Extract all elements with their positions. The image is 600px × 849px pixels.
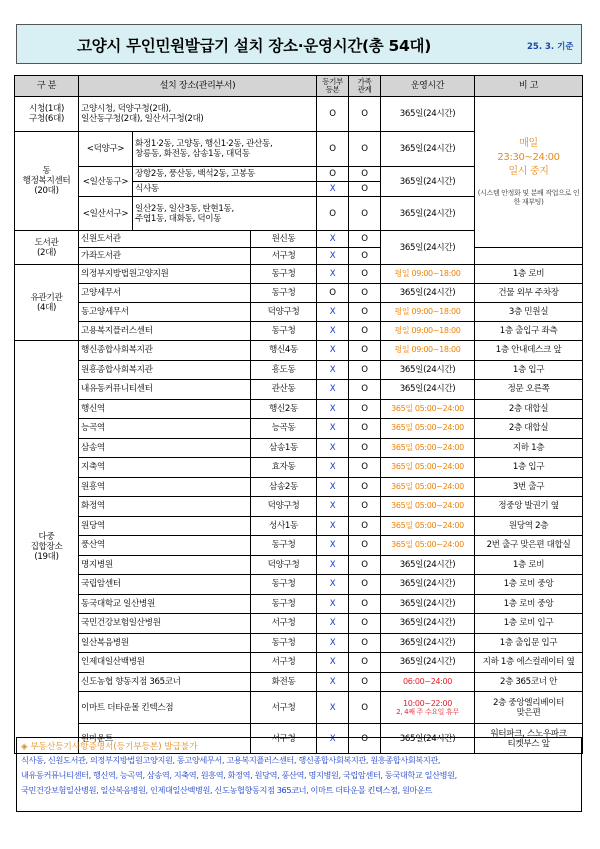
footer-line: 내유동커뮤니티센터, 행신역, 능곡역, 삼송역, 지축역, 원흥역, 화정역, 원당역, 풍산역, 명지병원, 국립암센터, 동국대학교 일산병원, [21, 770, 457, 780]
location: 원당역 [79, 516, 251, 536]
table-row [15, 477, 583, 497]
category-dong: 동 행정복지센터 (20대) [15, 132, 79, 231]
family-mark: O [349, 724, 381, 754]
note: 지하 1층 에스컬레이터 옆 [475, 653, 583, 673]
family-mark: O [349, 284, 381, 303]
note: 1층 안내데스크 앞 [475, 341, 583, 361]
location: 일산복음병원 [79, 633, 251, 653]
location-wonmount: 원마운트 [79, 724, 251, 754]
dept: 동구청 [251, 322, 317, 341]
registry-mark: X [317, 458, 349, 478]
note [475, 692, 583, 724]
table-row [15, 380, 583, 400]
hours: 365일(24시간) [381, 724, 475, 754]
family-mark: O [349, 575, 381, 595]
location: 풍산역 [79, 536, 251, 556]
table-row [15, 284, 583, 303]
registry-mark: X [317, 497, 349, 517]
registry-mark: X [317, 182, 349, 197]
location: 화정역 [79, 497, 251, 517]
dept: 동구청 [251, 265, 317, 284]
note: 1층 입구 [475, 360, 583, 380]
dept: 행신4동 [251, 341, 317, 361]
family-mark: O [349, 167, 381, 182]
dept: 능곡동 [251, 419, 317, 439]
header-note: 비 고 [475, 76, 583, 97]
hours: 365일(24시간) [381, 132, 475, 167]
dept: 화전동 [251, 672, 317, 692]
hours: 365일(24시간) [381, 284, 475, 303]
dept: 서구청 [251, 248, 317, 265]
note: 3층 민원실 [475, 303, 583, 322]
table-row [15, 265, 583, 284]
family-mark: O [349, 614, 381, 634]
hours: 365일(24시간) [381, 614, 475, 634]
location: 고용복지플러스센터 [79, 322, 251, 341]
table-row [15, 672, 583, 692]
hours: 365일 05:00~24:00 [381, 497, 475, 517]
note-line: 워터파크, 스노우파크 [490, 728, 567, 739]
family-mark: O [349, 265, 381, 284]
dept: 서구청 [251, 692, 317, 724]
dept: 흥도동 [251, 360, 317, 380]
category-library: 도서관 (2대) [15, 231, 79, 265]
registry-mark: X [317, 724, 349, 754]
location: 의정부지방법원고양지원 [79, 265, 251, 284]
registry-mark: X [317, 477, 349, 497]
registry-mark: X [317, 516, 349, 536]
location: 행신종합사회복지관 [79, 341, 251, 361]
registry-mark: X [317, 575, 349, 595]
note: 2번 출구 맞은편 대합실 [475, 536, 583, 556]
note: 1층 로비 [475, 555, 583, 575]
table-row [15, 692, 583, 724]
table-row [15, 438, 583, 458]
registry-mark: X [317, 265, 349, 284]
location: 고양세무서 [79, 284, 251, 303]
hours-line: 10:00~22:00 [403, 698, 452, 708]
registry-mark: O [317, 167, 349, 182]
location: 원흥역 [79, 477, 251, 497]
registry-mark: X [317, 614, 349, 634]
registry-mark: X [317, 303, 349, 322]
table-row [15, 322, 583, 341]
family-mark: O [349, 555, 381, 575]
location-dong2: 장항2동, 풍산동, 백석2동, 고봉동 [133, 167, 317, 182]
table-row [15, 497, 583, 517]
location: 동국대학교 일산병원 [79, 594, 251, 614]
footer-line: 국민건강보험일산병원, 일산복음병원, 인제대일산백병원, 신도농협향동지점 365코너, 이마트 더타운몰 킨텍스점, 원마운트 [21, 785, 433, 795]
location: 국립암센터 [79, 575, 251, 595]
registry-mark: O [317, 284, 349, 303]
title-box [16, 24, 582, 64]
reference-date: 25. 3. 기준 [527, 42, 574, 52]
hours: 365일(24시간) [381, 575, 475, 595]
table-row [15, 360, 583, 380]
note: 1층 입구 [475, 458, 583, 478]
dept: 덕양구청 [251, 555, 317, 575]
table-row [15, 575, 583, 595]
note-merged [475, 97, 583, 248]
dept: 관산동 [251, 380, 317, 400]
header-registry: 등기부 등본 [317, 76, 349, 97]
hours: 365일(24시간) [381, 555, 475, 575]
header-category: 구 분 [15, 76, 79, 97]
dept: 원신동 [251, 231, 317, 248]
note: 1층 로비 중앙 [475, 575, 583, 595]
dept: 서구청 [251, 653, 317, 673]
hours: 평일 09:00~18:00 [381, 341, 475, 361]
table-row [15, 248, 583, 265]
hours: 평일 09:00~18:00 [381, 303, 475, 322]
table-row [15, 516, 583, 536]
hours: 365일 05:00~24:00 [381, 536, 475, 556]
family-mark: O [349, 132, 381, 167]
dept: 서구청 [251, 724, 317, 754]
registry-mark: X [317, 322, 349, 341]
note: 정문 오른쪽 [475, 380, 583, 400]
family-mark: O [349, 380, 381, 400]
dept: 덕양구청 [251, 497, 317, 517]
location-table [14, 75, 583, 754]
registry-mark: X [317, 438, 349, 458]
family-mark: O [349, 672, 381, 692]
location-city: 고양시청, 덕양구청(2대), 일산동구청(2대), 일산서구청(2대) [79, 97, 317, 132]
hours: 365일(24시간) [381, 360, 475, 380]
hours: 365일(24시간) [381, 594, 475, 614]
family-mark: O [349, 653, 381, 673]
family-mark: O [349, 231, 381, 248]
note: 1층 출입구 좌측 [475, 322, 583, 341]
family-mark: O [349, 419, 381, 439]
table-row [15, 458, 583, 478]
registry-mark: X [317, 341, 349, 361]
location: 내유동커뮤니티센터 [79, 380, 251, 400]
note: 원당역 2층 [475, 516, 583, 536]
subcat-ilsanseo: <일산서구> [79, 197, 133, 231]
family-mark: O [349, 182, 381, 197]
family-mark: O [349, 97, 381, 132]
location: 삼송역 [79, 438, 251, 458]
family-mark: O [349, 594, 381, 614]
note-line: 티켓부스 앞 [507, 738, 550, 749]
location: 원흥종합사회복지관 [79, 360, 251, 380]
hours: 365일(24시간) [381, 380, 475, 400]
hours: 365일(24시간) [381, 97, 475, 132]
registry-mark: O [317, 197, 349, 231]
location: 지축역 [79, 458, 251, 478]
note-line: 23:30~24:00 [497, 152, 560, 163]
hours-line: 2, 4째 주 수요일 휴무 [396, 707, 459, 716]
table-row [15, 653, 583, 673]
dept: 동구청 [251, 536, 317, 556]
location: 신도농협 향동지점 365코너 [79, 672, 251, 692]
note: 1층 로비 중앙 [475, 594, 583, 614]
hours: 365일(24시간) [381, 653, 475, 673]
table-row [15, 97, 583, 132]
location-lib2: 가좌도서관 [79, 248, 251, 265]
note: 1층 출입문 입구 [475, 633, 583, 653]
subcat-ilsandong: <일산동구> [79, 167, 133, 197]
family-mark: O [349, 438, 381, 458]
dept: 서구청 [251, 614, 317, 634]
table-row [15, 614, 583, 634]
registry-mark: O [317, 97, 349, 132]
family-mark: O [349, 322, 381, 341]
header-hours: 운영시간 [381, 76, 475, 97]
dept: 덕양구청 [251, 303, 317, 322]
registry-mark: X [317, 248, 349, 265]
hours: 평일 09:00~18:00 [381, 322, 475, 341]
table-row [15, 536, 583, 556]
family-mark: O [349, 303, 381, 322]
table-row [15, 303, 583, 322]
family-mark: O [349, 536, 381, 556]
dept: 삼송2동 [251, 477, 317, 497]
footer-line: 식사동, 신원도서관, 의정부지방법원고양지원, 동고양세무서, 고용복지플러스센터, 행신종합사회복지관, 원흥종합사회복지관, [21, 755, 441, 765]
registry-mark: X [317, 672, 349, 692]
location: 명지병원 [79, 555, 251, 575]
hours: 평일 09:00~18:00 [381, 265, 475, 284]
dept: 효자동 [251, 458, 317, 478]
note: 2층 365코너 안 [475, 672, 583, 692]
location: 인제대일산백병원 [79, 653, 251, 673]
hours: 365일(24시간) [381, 231, 475, 265]
dept: 삼송1동 [251, 438, 317, 458]
note: 건물 외부 주차장 [475, 284, 583, 303]
footer-list [21, 753, 577, 798]
hours: 365일 05:00~24:00 [381, 477, 475, 497]
family-mark: O [349, 633, 381, 653]
hours: 365일(24시간) [381, 167, 475, 197]
family-mark: O [349, 516, 381, 536]
location: 능곡역 [79, 419, 251, 439]
registry-mark: X [317, 231, 349, 248]
note: 3번 출구 [475, 477, 583, 497]
registry-mark: X [317, 536, 349, 556]
hours [381, 692, 475, 724]
table-row [15, 399, 583, 419]
hours: 365일 05:00~24:00 [381, 516, 475, 536]
page-title: 고양시 무인민원발급기 설치 장소·운영시간(총 54대) [77, 37, 431, 55]
dept: 동구청 [251, 633, 317, 653]
note-small: (시스템 안정화 및 분배 작업으로 인한 재부팅) [477, 189, 580, 206]
family-mark: O [349, 399, 381, 419]
dept: 동구청 [251, 575, 317, 595]
registry-mark: X [317, 594, 349, 614]
hours: 06:00~24:00 [381, 672, 475, 692]
dept: 성사1동 [251, 516, 317, 536]
family-mark: O [349, 458, 381, 478]
note: 정중앙 발권기 옆 [475, 497, 583, 517]
subcat-deogyang: <덕양구> [79, 132, 133, 167]
hours: 365일 05:00~24:00 [381, 458, 475, 478]
note-line: 매일 [519, 138, 538, 149]
registry-mark: X [317, 360, 349, 380]
family-mark: O [349, 360, 381, 380]
category-city: 시청(1대) 구청(6대) [15, 97, 79, 132]
note: 지하 1층 [475, 438, 583, 458]
registry-mark: X [317, 419, 349, 439]
family-mark: O [349, 341, 381, 361]
location: 동고양세무서 [79, 303, 251, 322]
registry-mark: X [317, 399, 349, 419]
category-public: 다중 집합장소 (19대) [15, 341, 79, 754]
dept: 동구청 [251, 594, 317, 614]
table-row [15, 341, 583, 361]
registry-mark: O [317, 132, 349, 167]
registry-mark: X [317, 692, 349, 724]
location: 행신역 [79, 399, 251, 419]
note: 1층 로비 입구 [475, 614, 583, 634]
note: 2층 대합실 [475, 419, 583, 439]
registry-mark: X [317, 653, 349, 673]
family-mark: O [349, 248, 381, 265]
footer-notice [16, 737, 582, 812]
family-mark: O [349, 692, 381, 724]
family-mark: O [349, 197, 381, 231]
hours: 365일 05:00~24:00 [381, 419, 475, 439]
header-family: 가족 관계 [349, 76, 381, 97]
table-row [15, 633, 583, 653]
header-row [15, 76, 583, 97]
registry-mark: X [317, 380, 349, 400]
note-line: 맞은편 [516, 707, 541, 718]
family-mark: O [349, 497, 381, 517]
location-dong3: 식사동 [133, 182, 317, 197]
location-lib1: 신원도서관 [79, 231, 251, 248]
table-row [15, 594, 583, 614]
note: 1층 로비 [475, 265, 583, 284]
location: 국민건강보험일산병원 [79, 614, 251, 634]
family-mark: O [349, 477, 381, 497]
location-dong1: 화정1·2동, 고양동, 행신1·2동, 관산동, 창릉동, 화전동, 삼송1동, 대덕동 [133, 132, 317, 167]
note-empty [475, 248, 583, 265]
table-row [15, 419, 583, 439]
note-line: 일시 중지 [508, 166, 549, 177]
registry-mark: X [317, 633, 349, 653]
category-agency: 유관기관 (4대) [15, 265, 79, 341]
dept: 동구청 [251, 284, 317, 303]
table-row [15, 555, 583, 575]
hours: 365일 05:00~24:00 [381, 399, 475, 419]
note: 2층 대합실 [475, 399, 583, 419]
registry-mark: X [317, 555, 349, 575]
note-line: 2층 중앙엘리베이터 [492, 697, 565, 708]
hours: 365일 05:00~24:00 [381, 438, 475, 458]
header-location: 설치 장소(관리부서) [79, 76, 317, 97]
hours: 365일(24시간) [381, 197, 475, 231]
dept: 행신2동 [251, 399, 317, 419]
location-dong4: 일산2동, 일산3동, 탄현1동, 주엽1동, 대화동, 덕이동 [133, 197, 317, 231]
location-emart: 이마트 더타운몰 킨텍스점 [79, 692, 251, 724]
hours: 365일(24시간) [381, 633, 475, 653]
footer-heading: ◈ 부동산등기사항증명서(등기부등본) 발급불가 [21, 742, 198, 752]
